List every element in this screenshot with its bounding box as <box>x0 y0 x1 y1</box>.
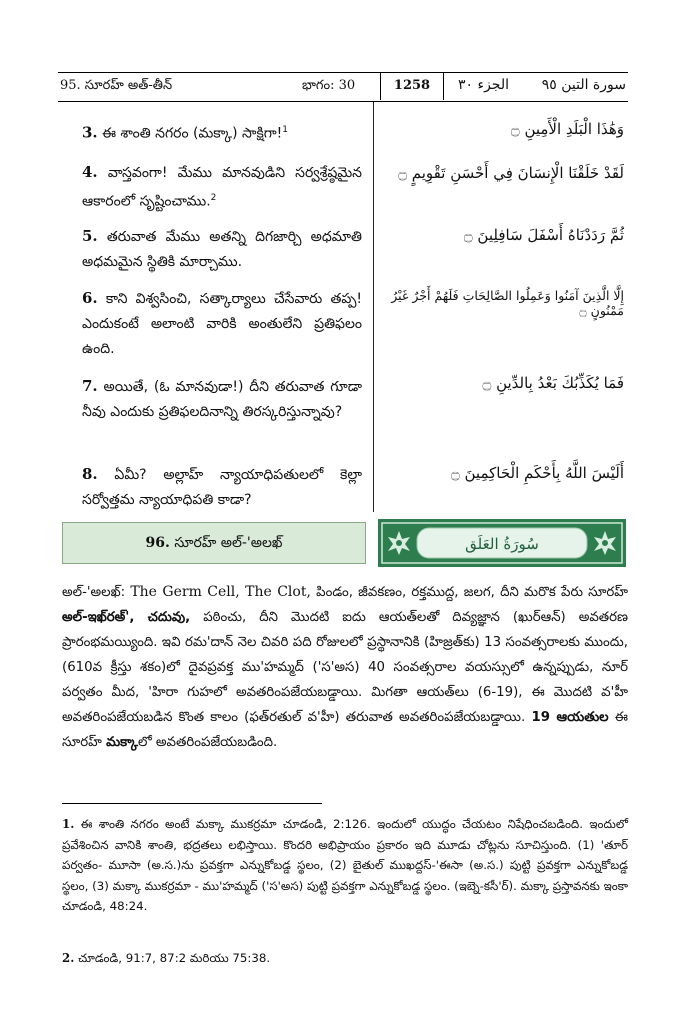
intro-text-4: లో అవతరింపజేయబడింది. <box>138 735 278 750</box>
footnote-text: చూడండి, 91:7, 87:2 మరియు 75:38. <box>78 951 271 965</box>
verse-number: 5. <box>82 227 98 245</box>
surah-title-box <box>62 522 366 564</box>
intro-english: The Germ Cell, The Clot, <box>130 584 311 600</box>
verse-text: ఈ శాంతి నగరం (మక్కా) సాక్షిగా! <box>102 125 283 142</box>
verse-3-translation <box>82 118 362 147</box>
verse-text: కాని విశ్వసించి, సత్కార్యాలు చేసేవారు తప్ప! ఎందుకంటే అలాంటి వారికి అంతులేని ప్రతిఫలం ఉంది. <box>82 291 362 357</box>
footnote-2 <box>62 948 628 969</box>
header-juz-arabic: الجزء ٣٠ <box>458 77 509 93</box>
verse-4-translation <box>82 160 362 215</box>
column-divider <box>373 102 374 512</box>
footnote-marker[interactable]: 2 <box>210 193 217 203</box>
intro-bold-1: అల్-ఇఖ్‌రఅ్', చదువు, <box>62 610 191 625</box>
verse-number: 7. <box>82 377 98 395</box>
header-surah-arabic: سورة التين ٩٥ <box>541 77 626 93</box>
footnote-text: ఈ శాంతి నగరం అంటే మక్కా ముకర్రమా చూడండి, 2:126. ఇందులో యుద్ధం చేయటం నిషేధించబడింది. ఇందులో ప్రవేశించిన వానికి శాంతి, భద్రతలు లభిస్తాయి. కొందరి అభిప్రాయం ప్రకారం ఇది మూడు చోట్లను సూచిస్తుంది. (1) 'తూర్ పర్వతం- మూసా (అ.స.)ను ప్రవక్తగా ఎన్నుకోబడ్డ స్థలం, (2) బైతుల్ ముఖద్దస్-'ఈసా (అ.స.) పుట్టి ప్రవక్తగా ఎన్నుకోబడ్డ స్థలం, (3) మక్కా ముకర్రమా - ము'హమ్మద్ ('స'అస) పుట్టి ప్రవక్తగా ఎన్నుకోబడ్డ స్థలం. (ఇబ్నె-కసీ'ర్). మక్కా ప్రస్తావనకు ఇంకా చూడండి, 48:24. <box>62 817 628 913</box>
verse-7-arabic: فَمَا يُكَذِّبُكَ بَعْدُ بِالدِّينِ ۝ <box>482 374 624 392</box>
verse-7-translation <box>82 374 362 425</box>
verse-text: ఏమీ? అల్లాహ్ న్యాయాధిపతులలో కెల్లా సర్వోత్తమ న్యాయాధిపతి కాడా? <box>82 467 362 508</box>
verse-text: వాస్తవంగా! మేము మానవుడిని సర్వశ్రేష్ఠమైన ఆకారంలో సృష్టించాము. <box>82 165 363 210</box>
banner-arabic-title: سُورَةُ العَلَق <box>465 535 539 553</box>
verse-number: 6. <box>82 289 98 307</box>
verse-number: 4. <box>82 163 98 181</box>
intro-text-1: పిండం, జీవకణం, రక్తముద్ద, జలగ, దీని మరొక పేరు సూరహ్ <box>316 585 628 600</box>
intro-text-3: ఈ సూరహ్ <box>62 710 628 750</box>
intro-bold-2: 19 ఆయతుల <box>531 710 609 725</box>
surah-ornament-banner <box>377 518 627 568</box>
intro-lead: అల్-'అలఖ్: <box>62 585 126 600</box>
verse-6-translation <box>82 286 362 362</box>
verse-8-translation <box>82 462 362 513</box>
verse-8-arabic: أَلَيْسَ اللَّهُ بِأَحْكَمِ الْحَاكِمِينَ ۝ <box>450 464 624 482</box>
verse-text: అయితే, (ఓ మానవుడా!) దీని తరువాత గూడా నీవు ఎందుకు ప్రతిఫలదినాన్ని తిరస్కరిస్తున్నావు? <box>82 379 362 420</box>
header-surah-telugu: 95. సూరహ్ అత్-తీన్ <box>60 78 173 93</box>
running-header <box>58 72 628 102</box>
verse-number: 8. <box>82 465 98 483</box>
surah-title-number: 96. <box>145 535 170 551</box>
surah-introduction <box>62 580 628 755</box>
footnote-marker[interactable]: 1 <box>282 125 288 135</box>
header-part-label: భాగం: 30 <box>302 78 356 93</box>
verse-3-arabic: وَهَٰذَا الْبَلَدِ الْأَمِينِ ۝ <box>510 120 624 138</box>
verse-5-arabic: ثُمَّ رَدَدْنَاهُ أَسْفَلَ سَافِلِينَ ۝ <box>463 226 624 244</box>
page-number: 1258 <box>380 72 444 100</box>
footnote-1 <box>62 814 628 917</box>
verse-text: తరువాత మేము అతన్ని దిగజార్చి అధమాతి అధమమైన స్థితికి మార్చాము. <box>82 229 362 270</box>
footnote-separator <box>62 803 322 804</box>
verse-4-arabic: لَقَدْ خَلَقْنَا الْإِنسَانَ فِي أَحْسَنِ تَقْوِيمٍ ۝ <box>398 164 624 182</box>
intro-bold-3: మక్కా <box>106 735 139 750</box>
verse-6-arabic: إِلَّا الَّذِينَ آمَنُوا وَعَمِلُوا الصَّالِحَاتِ فَلَهُمْ أَجْرٌ غَيْرُ مَمْنُونٍ ۝ <box>391 288 624 318</box>
footnote-number: 2. <box>62 951 75 965</box>
verse-number: 3. <box>82 123 98 142</box>
surah-title: సూరహ్ అల్-'అలఖ్ <box>174 535 283 551</box>
intro-text-2: పఠించు, దీని మొదటి ఐదు ఆయత్‌లతో దివ్యజ్ఞాన (ఖుర్ఆన్) అవతరణ ప్రారంభమయ్యింది. ఇవి రమ'దాన్ నెల చివరి పది రోజులలో ప్రస్థానానికి (హిజ్రత్‌కు) 13 సంవత్సరాలకు ముందు, (610వ క్రీస్తు శకం)లో దైవప్రవక్త ము'హమ్మద్ ('స'అస) 40 సంవత్సరాల వయస్సులో ఉన్నప్పుడు, నూర్ పర్వతం మీద, 'హిరా గుహలో అవతరింపజేయబడ్డాయి. మిగతా ఆయత్‌లు (6-19), ఈ మొదటి వ'హీ అవతరింపజేయబడిన కొంత కాలం (ఫత్‌రతుల్ వ'హీ) తరువాత అవతరింపజేయబడ్డాయి. <box>62 610 628 725</box>
verse-5-translation <box>82 224 362 275</box>
footnote-number: 1. <box>62 817 75 831</box>
